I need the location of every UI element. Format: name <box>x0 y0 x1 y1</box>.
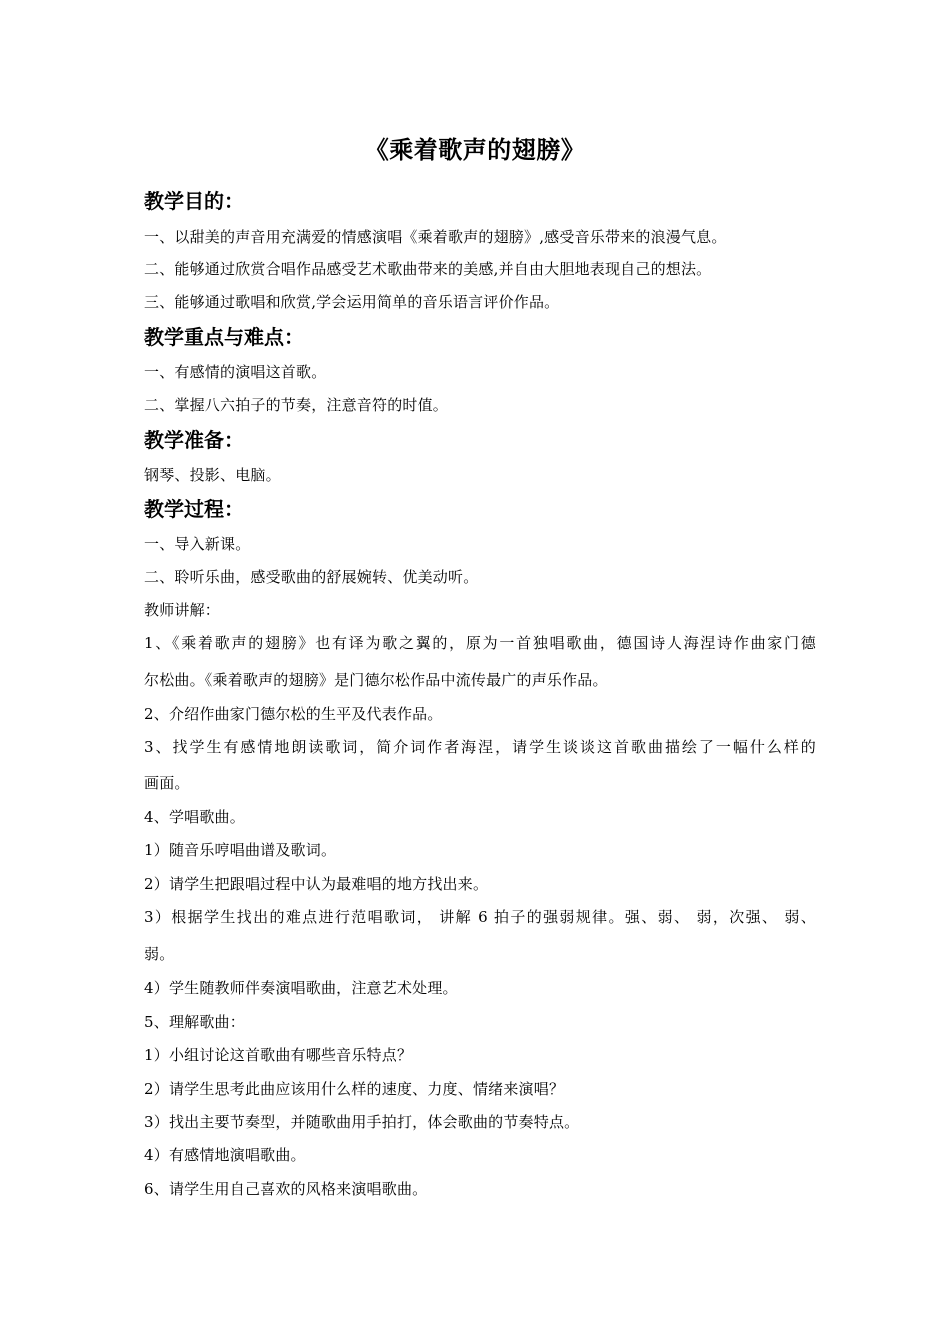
objective-item-3: 三、能够通过歌唱和欣赏,学会运用简单的音乐语言评价作品。 <box>144 293 560 311</box>
process-line: 3）根据学生找出的难点进行范唱歌词， 讲解 6 拍子的强弱规律。强、弱、 弱，次强、 弱、 <box>144 908 816 926</box>
process-line: 尔松曲。《乘着歌声的翅膀》是门德尔松作品中流传最广的声乐作品。 <box>144 671 608 689</box>
process-line: 1）小组讨论这首歌曲有哪些音乐特点？ <box>144 1046 413 1064</box>
process-line: 5、理解歌曲： <box>144 1013 245 1031</box>
section-heading-key-points: 教学重点与难点： <box>144 325 304 349</box>
process-line: 4）有感情地演唱歌曲。 <box>144 1146 306 1164</box>
process-line: 二、聆听乐曲，感受歌曲的舒展婉转、优美动听。 <box>144 568 479 586</box>
process-line: 1）随音乐哼唱曲谱及歌词。 <box>144 841 337 859</box>
process-line: 画面。 <box>144 774 190 792</box>
process-line: 3）找出主要节奏型，并随歌曲用手拍打，体会歌曲的节奏特点。 <box>144 1113 580 1131</box>
objective-item-1: 一、以甜美的声音用充满爱的情感演唱《乘着歌声的翅膀》,感受音乐带来的浪漫气息。 <box>144 228 727 246</box>
process-line: 一、导入新课。 <box>144 535 251 553</box>
process-line: 2）请学生把跟唱过程中认为最难唱的地方找出来。 <box>144 875 489 893</box>
section-heading-objectives: 教学目的： <box>144 189 244 213</box>
process-line: 1、《乘着歌声的翅膀》也有译为歌之翼的，原为一首独唱歌曲，德国诗人海涅诗作曲家门德 <box>144 634 816 652</box>
process-line: 教师讲解： <box>144 601 221 619</box>
process-line: 2）请学生思考此曲应该用什么样的速度、力度、情绪来演唱？ <box>144 1080 565 1098</box>
key-point-item-1: 一、有感情的演唱这首歌。 <box>144 363 327 381</box>
process-line: 2、介绍作曲家门德尔松的生平及代表作品。 <box>144 705 443 723</box>
key-point-item-2: 二、掌握八六拍子的节奏，注意音符的时值。 <box>144 396 449 414</box>
objective-item-2: 二、能够通过欣赏合唱作品感受艺术歌曲带来的美感,并自由大胆地表现自己的想法。 <box>144 260 712 278</box>
preparation-item-1: 钢琴、投影、电脑。 <box>144 466 281 484</box>
process-line: 6、请学生用自己喜欢的风格来演唱歌曲。 <box>144 1180 428 1198</box>
process-line: 弱。 <box>144 945 175 963</box>
process-line: 4）学生随教师伴奏演唱歌曲，注意艺术处理。 <box>144 979 458 997</box>
process-line: 4、学唱歌曲。 <box>144 808 245 826</box>
document-title: 《乘着歌声的翅膀》 <box>364 135 586 164</box>
process-line: 3、找学生有感情地朗读歌词，简介词作者海涅，请学生谈谈这首歌曲描绘了一幅什么样的 <box>144 738 816 756</box>
section-heading-process: 教学过程： <box>144 497 244 521</box>
section-heading-preparation: 教学准备： <box>144 428 244 452</box>
